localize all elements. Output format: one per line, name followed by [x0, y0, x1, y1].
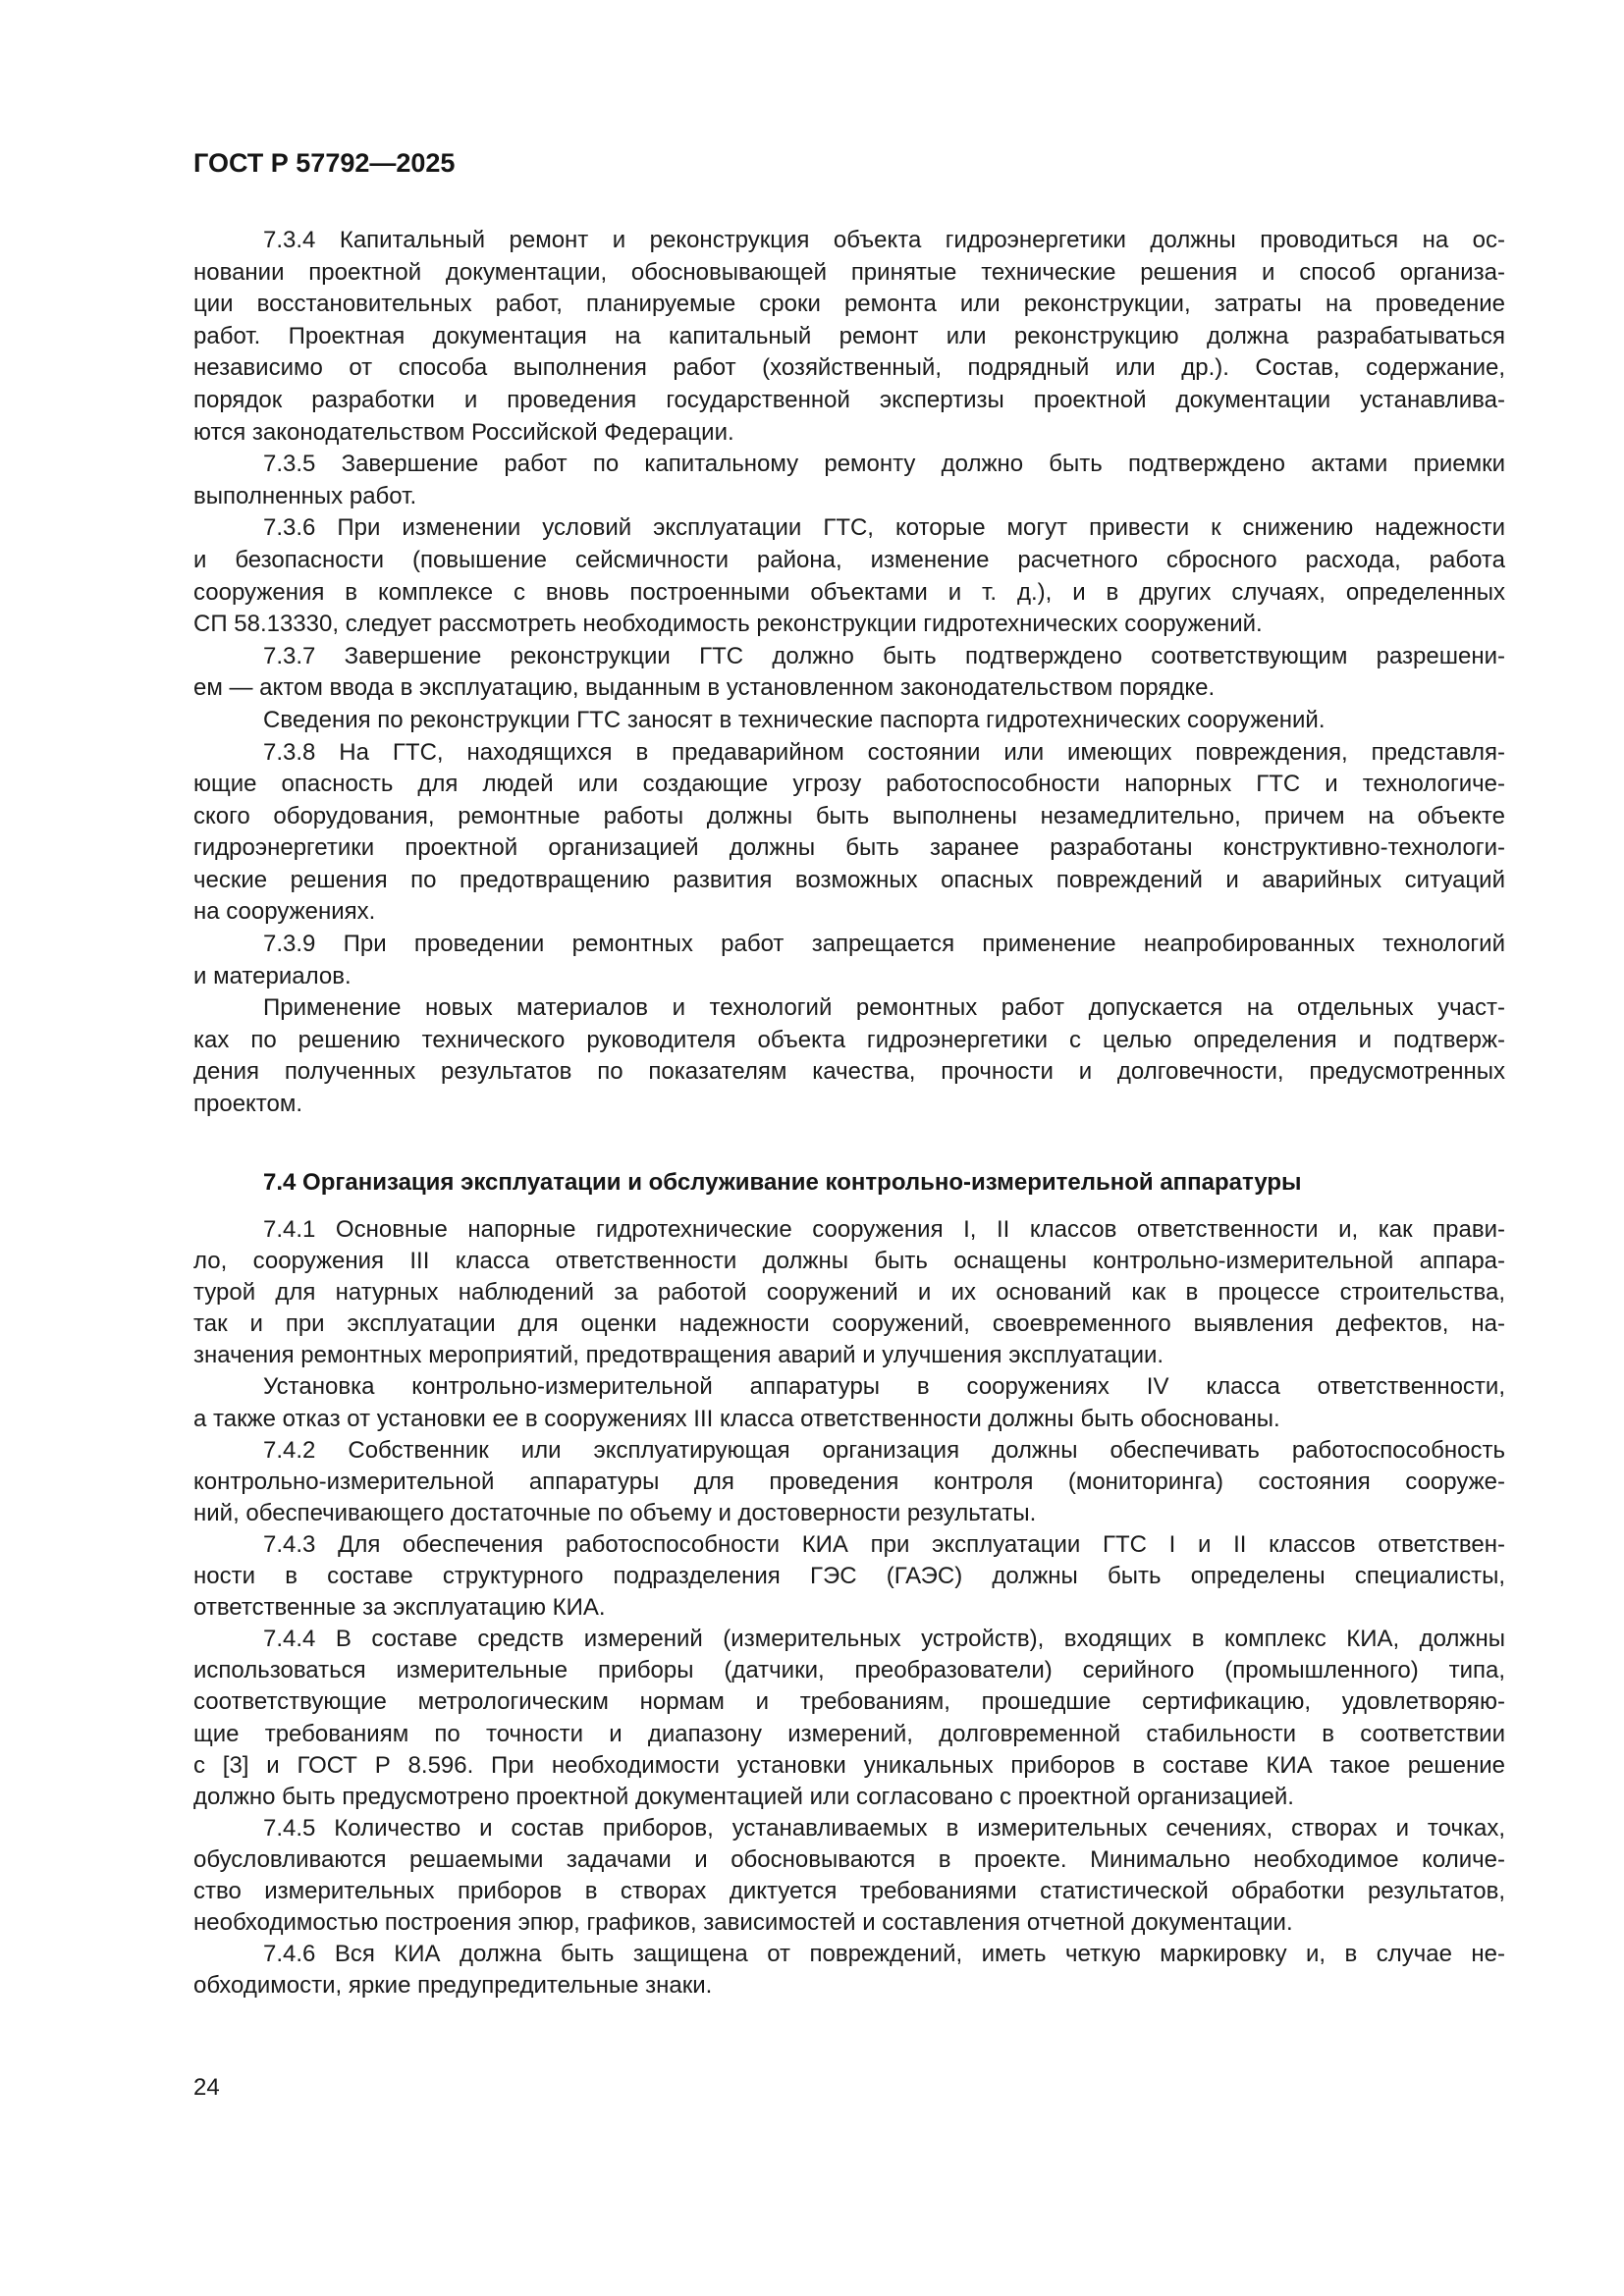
text-line: гидроэнергетики проектной организацией должны быть заранее разработаны конструктивно-технологи-: [193, 834, 1505, 862]
paragraph-7-4-5: [193, 1813, 1505, 1939]
text-line: 7.4.4 В составе средств измерений (измерительных устройств), входящих в комплекс КИА, должны: [263, 1626, 1505, 1653]
text-line: дения полученных результатов по показателям качества, прочности и долговечности, предусмотренных: [193, 1058, 1505, 1086]
document-code-header: ГОСТ Р 57792—2025: [193, 148, 456, 178]
text-line: ющие опасность для людей или создающие угрозу работоспособности напорных ГТС и технологиче-: [193, 771, 1505, 798]
text-line: Установка контрольно-измерительной аппаратуры в сооружениях IV класса ответственности,: [263, 1373, 1505, 1401]
paragraph-7-4-2: [193, 1435, 1505, 1529]
text-line: должно быть предусмотрено проектной документацией или согласовано с проектной организацией.: [193, 1783, 1294, 1810]
text-line: ках по решению технического руководителя объекта гидроэнергетики с целью определения и подтверж-: [193, 1026, 1505, 1053]
text-line: проектом.: [193, 1091, 303, 1118]
text-line: так и при эксплуатации для оценки надежности сооружений, своевременного выявления дефектов, на-: [193, 1310, 1505, 1338]
text-line: ответственные за эксплуатацию КИА.: [193, 1594, 606, 1622]
text-line: 7.3.8 На ГТС, находящихся в предаварийном состоянии или имеющих повреждения, представля-: [263, 738, 1505, 766]
text-line: использоваться измерительные приборы (датчики, преобразователи) серийного (промышленного) типа,: [193, 1657, 1505, 1684]
text-line: ний, обеспечивающего достаточные по объему и достоверности результаты.: [193, 1499, 1037, 1526]
page-number: 24: [193, 2074, 220, 2101]
section-7-4-body: [193, 1214, 1505, 2002]
paragraph-7-3-7: [193, 641, 1505, 705]
text-line: с [3] и ГОСТ Р 8.596. При необходимости установки уникальных приборов в составе КИА такое решение: [193, 1751, 1505, 1779]
text-line: 7.3.5 Завершение работ по капитальному ремонту должно быть подтверждено актами приемки: [263, 451, 1505, 478]
text-line: выполненных работ.: [193, 482, 417, 509]
paragraph-7-4-3: [193, 1529, 1505, 1624]
paragraph-7-3-6: [193, 512, 1505, 640]
text-line: турой для натурных наблюдений за работой сооружений и их оснований как в процессе строительства,: [193, 1279, 1505, 1307]
text-line: ются законодательством Российской Федерации.: [193, 418, 734, 446]
paragraph-7-3-8: [193, 737, 1505, 930]
text-line: Сведения по реконструкции ГТС заносят в технические паспорта гидротехнических сооружений.: [263, 706, 1326, 733]
text-line: ции восстановительных работ, планируемые сроки ремонта или реконструкции, затраты на проведение: [193, 291, 1505, 318]
paragraph-7-4-1-note: [193, 1371, 1505, 1434]
text-line: и материалов.: [193, 962, 352, 989]
text-line: а также отказ от установки ее в сооружениях III класса ответственности должны быть обоснованы.: [193, 1405, 1280, 1432]
text-line: 7.3.7 Завершение реконструкции ГТС должно быть подтверждено соответствующим разрешени-: [263, 642, 1505, 669]
text-line: ческие решения по предотвращению развития возможных опасных повреждений и аварийных ситуаций: [193, 866, 1505, 893]
text-line: контрольно-измерительной аппаратуры для проведения контроля (мониторинга) состояния сооруже-: [193, 1468, 1505, 1495]
paragraph-7-3-5: [193, 449, 1505, 512]
text-line: соответствующие метрологическим нормам и требованиям, прошедшие сертификацию, удовлетворяю-: [193, 1688, 1505, 1716]
text-line: 7.3.6 При изменении условий эксплуатации ГТС, которые могут привести к снижению надежности: [263, 514, 1505, 542]
paragraph-7-3-4: [193, 225, 1505, 449]
paragraph-7-4-6: [193, 1939, 1505, 2002]
section-heading-7-4: 7.4 Организация эксплуатации и обслуживание контрольно-измерительной аппаратуры: [263, 1169, 1302, 1196]
paragraph-7-4-4: [193, 1624, 1505, 1813]
section-7-3-body: [193, 225, 1505, 1121]
text-line: ского оборудования, ремонтные работы должны быть выполнены незамедлительно, причем на объекте: [193, 802, 1505, 829]
text-line: сооружения в комплексе с вновь построенными объектами и т. д.), и в других случаях, определенных: [193, 578, 1505, 606]
text-line: ем — актом ввода в эксплуатацию, выданным в установленном законодательством порядке.: [193, 674, 1216, 702]
text-line: обходимости, яркие предупредительные знаки.: [193, 1972, 713, 2000]
text-line: Применение новых материалов и технологий ремонтных работ допускается на отдельных участ-: [263, 994, 1505, 1022]
paragraph-7-3-7-note: [193, 705, 1505, 737]
text-line: 7.4.6 Вся КИА должна быть защищена от повреждений, иметь четкую маркировку и, в случае не-: [263, 1941, 1505, 1968]
paragraph-7-3-9: [193, 929, 1505, 992]
text-line: на сооружениях.: [193, 898, 376, 926]
text-line: 7.4.2 Собственник или эксплуатирующая организация должны обеспечивать работоспособность: [263, 1436, 1505, 1464]
text-line: 7.4.3 Для обеспечения работоспособности КИА при эксплуатации ГТС I и II классов ответствен-: [263, 1530, 1505, 1558]
text-line: ство измерительных приборов в створах диктуется требованиями статистической обработки результатов,: [193, 1877, 1505, 1904]
text-line: 7.3.4 Капитальный ремонт и реконструкция объекта гидроэнергетики должны проводиться на ос-: [263, 227, 1505, 253]
paragraph-7-4-1: [193, 1214, 1505, 1371]
text-line: необходимостью построения эпюр, графиков, зависимостей и составления отчетной документации.: [193, 1909, 1293, 1937]
text-line: 7.4.5 Количество и состав приборов, устанавливаемых в измерительных сечениях, створах и точках,: [263, 1814, 1505, 1842]
text-line: работ. Проектная документация на капитальный ремонт или реконструкцию должна разрабатываться: [193, 322, 1505, 349]
text-line: 7.4.1 Основные напорные гидротехнические сооружения I, II классов ответственности и, как прави-: [263, 1216, 1505, 1243]
text-line: ло, сооружения III класса ответственности должны быть оснащены контрольно-измерительной аппара-: [193, 1248, 1505, 1275]
text-line: щие требованиям по точности и диапазону измерений, долговременной стабильности в соответствии: [193, 1720, 1505, 1747]
text-line: 7.3.9 При проведении ремонтных работ запрещается применение неапробированных технологий: [263, 931, 1505, 958]
text-line: порядок разработки и проведения государственной экспертизы проектной документации устанавлива-: [193, 386, 1505, 413]
text-line: значения ремонтных мероприятий, предотвращения аварий и улучшения эксплуатации.: [193, 1342, 1164, 1369]
paragraph-7-3-9-note: [193, 992, 1505, 1120]
text-line: обусловливаются решаемыми задачами и обосновываются в проекте. Минимально необходимое количе-: [193, 1845, 1505, 1873]
text-line: и безопасности (повышение сейсмичности района, изменение расчетного сбросного расхода, работа: [193, 546, 1505, 573]
text-line: ности в составе структурного подразделения ГЭС (ГАЭС) должны быть определены специалисты,: [193, 1563, 1505, 1590]
text-line: независимо от способа выполнения работ (хозяйственный, подрядный или др.). Состав, содержание,: [193, 354, 1505, 382]
text-line: новании проектной документации, обосновывающей принятые технические решения и способ организа-: [193, 258, 1505, 286]
text-line: СП 58.13330, следует рассмотреть необходимость реконструкции гидротехнических сооружений.: [193, 611, 1263, 638]
